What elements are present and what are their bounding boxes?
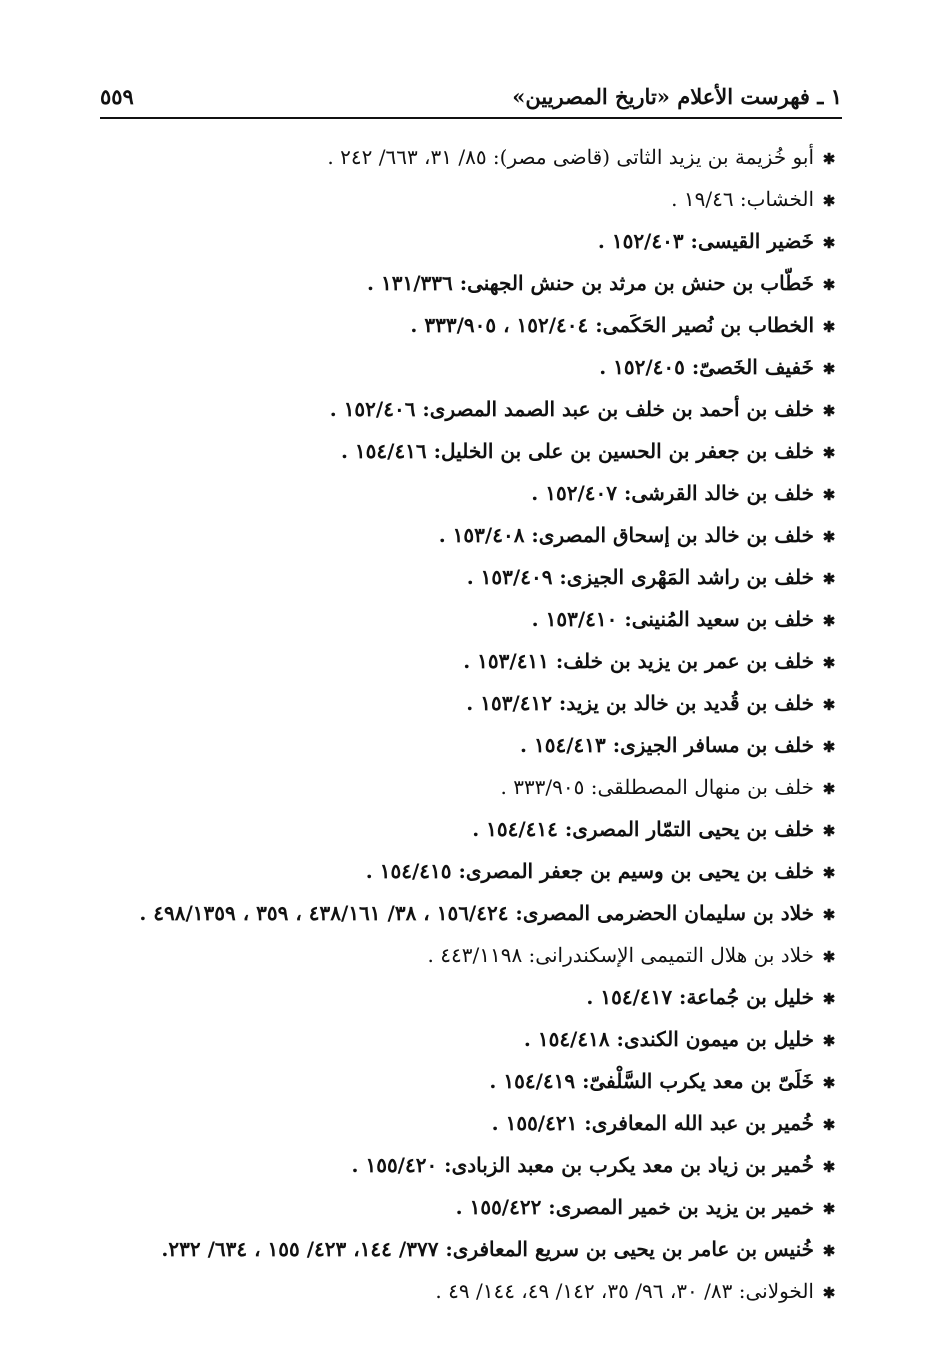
index-entry [90, 1144, 838, 1186]
page-header [100, 80, 842, 120]
asterisk-bullet-icon: ✱ [822, 150, 836, 168]
index-entry-text: خلف بن عمر بن يزيد بن خلف: ١٥٣/٤١١ . [463, 649, 814, 673]
asterisk-bullet-icon: ✱ [822, 1158, 836, 1176]
asterisk-bullet-icon: ✱ [822, 906, 836, 924]
header-divider [100, 117, 842, 119]
asterisk-bullet-icon: ✱ [822, 360, 836, 378]
index-entry [90, 766, 838, 808]
index-entry-text: خلف بن جعفر بن الحسين بن على بن الخليل: ١٥٤/٤١٦ . [340, 439, 814, 463]
index-entry-text: الخولانى: ٨٣/ ٣٠، ٩٦/ ٣٥، ١٤٢/ ٤٩، ١٤٤/ ٤٩ . [435, 1279, 814, 1303]
asterisk-bullet-icon: ✱ [822, 192, 836, 210]
asterisk-bullet-icon: ✱ [822, 1116, 836, 1134]
asterisk-bullet-icon: ✱ [822, 654, 836, 672]
index-entry-text: خلاد بن سليمان الحضرمى المصرى: ١٥٦/٤٢٤ ، ٣٨/ ٤٣٨/١٦١ ، ٣٥٩ ، ٤٩٨/١٣٥٩ . [139, 901, 814, 925]
index-entry-text: الخشاب: ١٩/٤٦ . [671, 187, 814, 211]
index-entry [90, 346, 838, 388]
index-entry [90, 388, 838, 430]
asterisk-bullet-icon: ✱ [822, 402, 836, 420]
asterisk-bullet-icon: ✱ [822, 1242, 836, 1260]
index-entry-text: خمير بن يزيد بن خمير المصرى: ١٥٥/٤٢٢ . [455, 1195, 814, 1219]
index-entry [90, 1102, 838, 1144]
asterisk-bullet-icon: ✱ [822, 528, 836, 546]
index-entry [90, 1270, 838, 1312]
index-entry-text: الخطاب بن نُصير الحَكَمى: ١٥٢/٤٠٤ ، ٣٣٣/٩٠٥ . [410, 313, 814, 337]
index-entry-text: خلف بن راشد المَهْرى الجيزى: ١٥٣/٤٠٩ . [466, 565, 814, 589]
asterisk-bullet-icon: ✱ [822, 738, 836, 756]
index-entry-text: خَفيف الخَصىّ: ١٥٢/٤٠٥ . [599, 355, 814, 379]
asterisk-bullet-icon: ✱ [822, 780, 836, 798]
asterisk-bullet-icon: ✱ [822, 444, 836, 462]
index-entry-text: خلف بن أحمد بن خلف بن عبد الصمد المصرى: ١٥٢/٤٠٦ . [329, 397, 814, 421]
index-entry [90, 472, 838, 514]
asterisk-bullet-icon: ✱ [822, 822, 836, 840]
index-entry-text: خليل بن ميمون الكندى: ١٥٤/٤١٨ . [523, 1027, 814, 1051]
index-entry [90, 1228, 838, 1270]
index-entry-text: خُنيس بن عامر بن يحيى بن سريع المعافرى: ٣٧٧/ ١٤٤، ٤٢٣/ ١٥٥ ، ٦٣٤/ ٢٣٢. [161, 1237, 814, 1261]
index-entry [90, 724, 838, 766]
page-number: ٥٥٩ [100, 84, 134, 109]
index-entry [90, 304, 838, 346]
asterisk-bullet-icon: ✱ [822, 234, 836, 252]
index-entry [90, 808, 838, 850]
index-entry-text: أبو خُزيمة بن يزيد الثاتى (قاضى مصر): ٨٥/ ٣١، ٦٦٣/ ٢٤٢ . [327, 145, 814, 169]
asterisk-bullet-icon: ✱ [822, 696, 836, 714]
index-entry [90, 514, 838, 556]
index-entry [90, 178, 838, 220]
index-entry-text: خلف بن خالد القرشى: ١٥٢/٤٠٧ . [531, 481, 814, 505]
running-title: ١ ـ فهرست الأعلام «تاريخ المصريين» [512, 84, 842, 109]
index-entry-text: خَضير القيسى: ١٥٢/٤٠٣ . [597, 229, 814, 253]
index-entry-text: خَطّاب بن حنش بن مرثد بن حنش الجهنى: ١٣١/٣٣٦ . [367, 271, 814, 295]
index-entry [90, 1018, 838, 1060]
asterisk-bullet-icon: ✱ [822, 276, 836, 294]
asterisk-bullet-icon: ✱ [822, 318, 836, 336]
index-entry [90, 1060, 838, 1102]
index-entry [90, 892, 838, 934]
asterisk-bullet-icon: ✱ [822, 486, 836, 504]
index-entries-list [90, 136, 838, 1312]
index-entry [90, 682, 838, 724]
index-entry-text: خلف بن مسافر الجيزى: ١٥٤/٤١٣ . [520, 733, 814, 757]
index-entry-text: خلف بن منهال المصطلقى: ٣٣٣/٩٠٥ . [500, 775, 814, 799]
asterisk-bullet-icon: ✱ [822, 612, 836, 630]
index-entry [90, 430, 838, 472]
asterisk-bullet-icon: ✱ [822, 1074, 836, 1092]
index-entry-text: خلف بن سعيد المُنينى: ١٥٣/٤١٠ . [531, 607, 814, 631]
index-entry [90, 850, 838, 892]
index-entry-text: خلف بن قُديد بن خالد بن يزيد: ١٥٣/٤١٢ . [466, 691, 814, 715]
index-entry [90, 136, 838, 178]
asterisk-bullet-icon: ✱ [822, 1284, 836, 1302]
index-entry-text: خلف بن يحيى بن وسيم بن جعفر المصرى: ١٥٤/٤١٥ . [365, 859, 814, 883]
asterisk-bullet-icon: ✱ [822, 990, 836, 1008]
index-entry-text: خُمير بن عبد الله المعافرى: ١٥٥/٤٢١ . [491, 1111, 814, 1135]
index-entry-text: خلف بن يحيى التمّار المصرى: ١٥٤/٤١٤ . [472, 817, 814, 841]
index-entry-text: خَلَىّ بن معد يكرب السَّلْفىّ: ١٥٤/٤١٩ . [489, 1069, 814, 1093]
index-entry-text: خلف بن خالد بن إسحاق المصرى: ١٥٣/٤٠٨ . [438, 523, 814, 547]
index-entry-text: خلاد بن هلال التميمى الإسكندرانى: ٤٤٣/١١٩٨ . [427, 943, 814, 967]
asterisk-bullet-icon: ✱ [822, 1200, 836, 1218]
index-entry-text: خُمير بن زياد بن معد يكرب بن معبد الزبادى: ١٥٥/٤٢٠ . [351, 1153, 814, 1177]
asterisk-bullet-icon: ✱ [822, 1032, 836, 1050]
index-entry [90, 556, 838, 598]
asterisk-bullet-icon: ✱ [822, 948, 836, 966]
index-entry [90, 598, 838, 640]
index-entry [90, 262, 838, 304]
index-entry [90, 640, 838, 682]
index-entry [90, 976, 838, 1018]
asterisk-bullet-icon: ✱ [822, 864, 836, 882]
index-entry [90, 1186, 838, 1228]
asterisk-bullet-icon: ✱ [822, 570, 836, 588]
index-entry [90, 220, 838, 262]
index-entry [90, 934, 838, 976]
index-entry-text: خليل بن جُماعة: ١٥٤/٤١٧ . [586, 985, 814, 1009]
